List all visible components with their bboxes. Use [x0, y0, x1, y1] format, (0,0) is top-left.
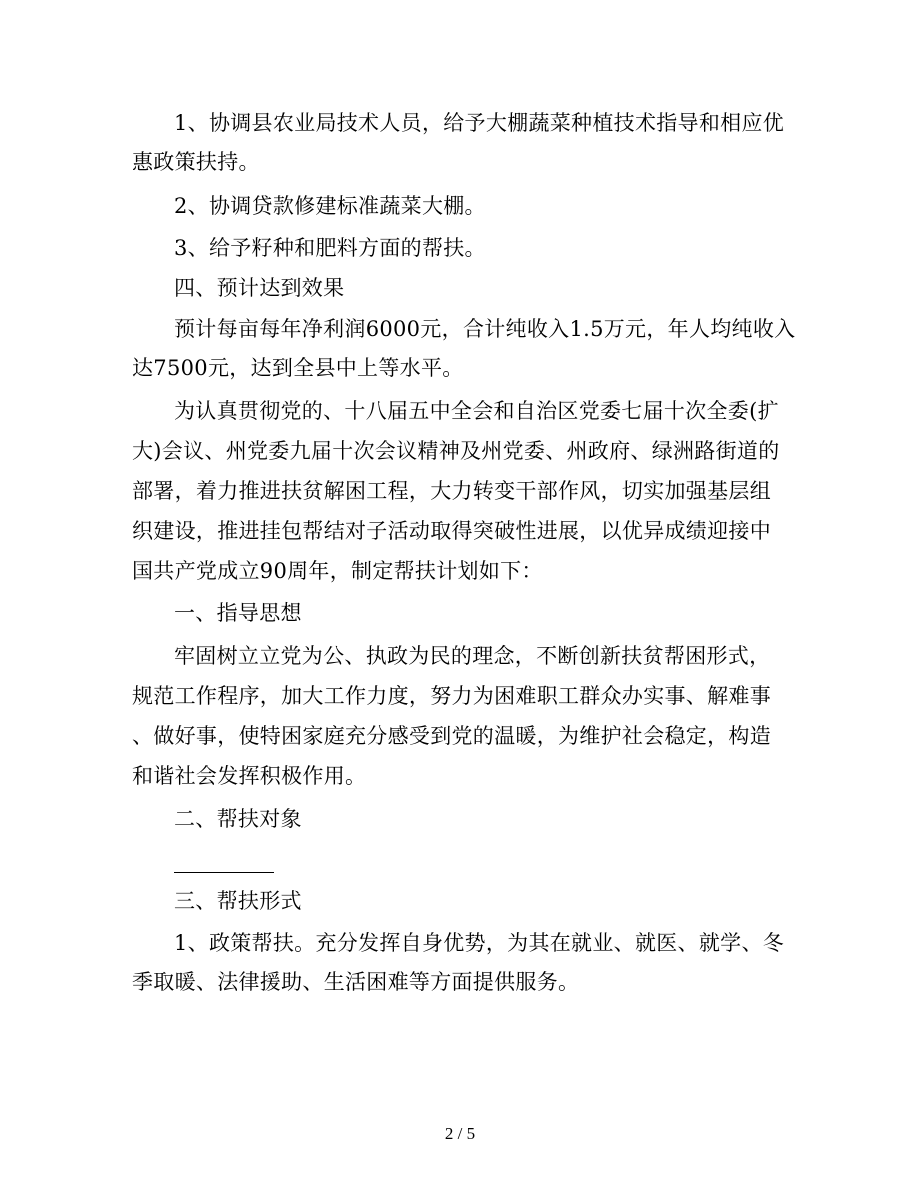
text-line: 牢固树立立党为公、执政为民的理念，不断创新扶贫帮困形式，: [174, 644, 771, 668]
text-line: 国共产党成立90周年，制定帮扶计划如下：: [132, 559, 543, 583]
blank-underline: [174, 872, 274, 873]
text-line: 1、政策帮扶。充分发挥自身优势，为其在就业、就医、就学、冬: [174, 931, 785, 955]
page-number: 2 / 5: [444, 1124, 476, 1143]
section-heading: 三、帮扶形式: [174, 889, 302, 913]
text-line: 部署，着力推进扶贫解困工程，大力转变干部作风，切实加强基层组: [132, 479, 771, 503]
text-line: 季取暖、法律援助、生活困难等方面提供服务。: [132, 970, 580, 994]
text-line: 预计每亩每年净利润6000元，合计纯收入1.5万元，年人均纯收入: [174, 317, 796, 341]
section-heading: 四、预计达到效果: [174, 276, 345, 300]
section-heading: 二、帮扶对象: [174, 807, 302, 831]
text-line: 为认真贯彻党的、十八届五中全会和自治区党委七届十次全委(扩: [174, 399, 779, 423]
section-heading: 一、指导思想: [174, 601, 302, 625]
text-line: 、做好事，使特困家庭充分感受到党的温暖，为维护社会稳定，构造: [132, 724, 771, 748]
text-line: 规范工作程序，加大工作力度，努力为困难职工群众办实事、解难事: [132, 684, 771, 708]
text-line: 3、给予籽种和肥料方面的帮扶。: [174, 236, 486, 260]
text-line: 惠政策扶持。: [132, 150, 260, 174]
text-line: 织建设，推进挂包帮结对子活动取得突破性进展，以优异成绩迎接中: [132, 519, 771, 543]
text-line: 大)会议、州党委九届十次会议精神及州党委、州政府、绿洲路街道的: [132, 439, 780, 463]
text-line: 和谐社会发挥积极作用。: [132, 764, 367, 788]
text-line: 2、协调贷款修建标准蔬菜大棚。: [174, 194, 486, 218]
text-line: 1、协调县农业局技术人员，给予大棚蔬菜种植技术指导和相应优: [174, 111, 785, 135]
text-line: 达7500元，达到全县中上等水平。: [132, 356, 464, 380]
